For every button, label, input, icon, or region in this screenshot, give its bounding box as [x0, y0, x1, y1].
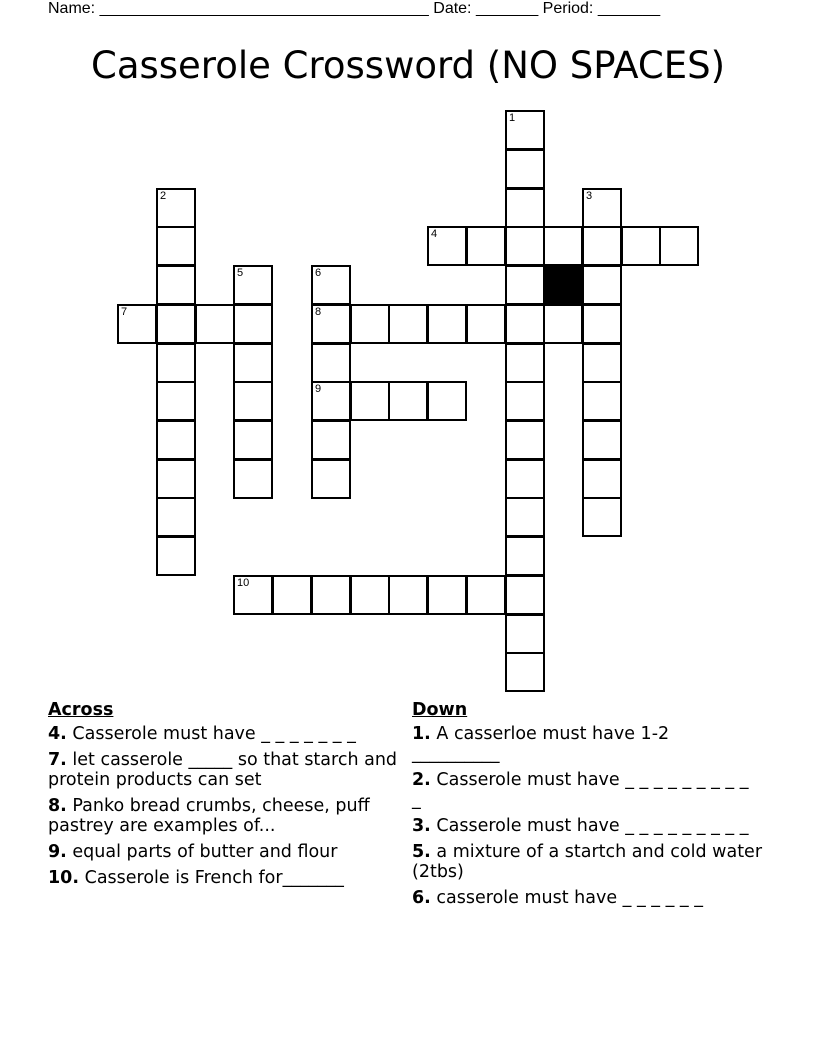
clue-number: 8.	[48, 796, 67, 816]
grid-cell[interactable]	[466, 304, 506, 344]
grid-cell[interactable]	[156, 381, 196, 421]
grid-cell[interactable]	[505, 226, 545, 266]
clue-text: Casserole must have _ _ _ _ _ _ _ _ _ _	[412, 770, 749, 810]
grid-cell[interactable]	[233, 420, 273, 460]
clue-text: Casserole must have _ _ _ _ _ _ _ _ _	[436, 816, 749, 836]
clue-number: 6.	[412, 888, 431, 908]
grid-cell[interactable]	[582, 497, 622, 537]
clue-text: Casserole is French for_______	[84, 868, 344, 888]
grid-cell[interactable]	[311, 343, 351, 383]
clue-down-2	[412, 770, 762, 810]
grid-cell[interactable]	[582, 381, 622, 421]
cell-number: 4	[431, 228, 438, 240]
grid-cell[interactable]	[311, 381, 351, 421]
across-heading: Across	[48, 700, 114, 720]
clue-number: 4.	[48, 724, 67, 744]
clue-text: let casserole _____ so that starch and protein products can set	[48, 750, 398, 790]
grid-cell[interactable]	[543, 226, 583, 266]
grid-cell[interactable]	[272, 575, 312, 615]
cell-number: 2	[160, 190, 167, 202]
grid-cell[interactable]	[505, 188, 545, 228]
grid-cell[interactable]	[505, 459, 545, 499]
cell-number: 3	[586, 190, 593, 202]
grid-cell[interactable]	[505, 304, 545, 344]
grid-cell[interactable]	[505, 110, 545, 150]
clue-across-4	[48, 724, 406, 744]
clue-text: A casserloe must have 1-2 __________	[412, 724, 670, 764]
grid-cell[interactable]	[582, 304, 622, 344]
grid-cell[interactable]	[427, 304, 467, 344]
cell-number: 7	[121, 306, 128, 318]
grid-cell[interactable]	[505, 381, 545, 421]
grid-cell[interactable]	[505, 536, 545, 576]
clue-number: 10.	[48, 868, 80, 888]
grid-cell[interactable]	[505, 652, 545, 692]
cell-number: 1	[509, 112, 516, 124]
clue-across-10	[48, 868, 406, 888]
grid-cell[interactable]	[505, 575, 545, 615]
clue-text: equal parts of butter and flour	[72, 842, 338, 862]
clue-down-5	[412, 842, 762, 882]
grid-cell[interactable]	[388, 575, 428, 615]
grid-cell[interactable]	[233, 343, 273, 383]
cell-number: 5	[237, 267, 244, 279]
across-clues	[48, 700, 406, 894]
cell-number: 8	[315, 306, 322, 318]
grid-cell[interactable]	[233, 265, 273, 305]
down-clues	[412, 700, 762, 914]
clue-down-6	[412, 888, 762, 908]
grid-cell[interactable]	[427, 381, 467, 421]
grid-cell[interactable]	[195, 304, 235, 344]
grid-cell[interactable]	[505, 497, 545, 537]
grid-cell[interactable]	[505, 343, 545, 383]
grid-cell[interactable]	[659, 226, 699, 266]
down-heading: Down	[412, 700, 468, 720]
grid-cell[interactable]	[156, 459, 196, 499]
grid-cell[interactable]	[233, 575, 273, 615]
grid-cell[interactable]	[543, 304, 583, 344]
clue-number: 7.	[48, 750, 67, 770]
grid-cell[interactable]	[582, 265, 622, 305]
grid-cell[interactable]	[582, 420, 622, 460]
grid-cell[interactable]	[350, 381, 390, 421]
grid-cell[interactable]	[233, 459, 273, 499]
clue-number: 1.	[412, 724, 431, 744]
grid-cell[interactable]	[427, 226, 467, 266]
grid-cell[interactable]	[388, 381, 428, 421]
page-title: Casserole Crossword (NO SPACES)	[90, 44, 726, 87]
grid-cell[interactable]	[466, 575, 506, 615]
clue-text: casserole must have _ _ _ _ _ _	[436, 888, 703, 908]
grid-cell[interactable]	[156, 304, 196, 344]
student-info-line: Name: _____________________________________ Date: _______ Period: _______	[48, 0, 661, 17]
grid-cell[interactable]	[582, 459, 622, 499]
grid-cell[interactable]	[582, 343, 622, 383]
grid-cell[interactable]	[350, 304, 390, 344]
clue-text: Panko bread crumbs, cheese, puff pastrey are examples of...	[48, 796, 370, 836]
cell-number: 9	[315, 383, 322, 395]
grid-cell[interactable]	[233, 304, 273, 344]
grid-cell[interactable]	[311, 459, 351, 499]
grid-cell[interactable]	[505, 614, 545, 654]
cell-number: 10	[237, 577, 250, 589]
grid-cell[interactable]	[350, 575, 390, 615]
grid-cell[interactable]	[156, 265, 196, 305]
grid-cell[interactable]	[311, 265, 351, 305]
grid-cell[interactable]	[505, 420, 545, 460]
grid-cell[interactable]	[582, 188, 622, 228]
grid-cell[interactable]	[156, 343, 196, 383]
clue-across-8	[48, 796, 406, 836]
grid-cell[interactable]	[427, 575, 467, 615]
grid-cell[interactable]	[505, 265, 545, 305]
clue-across-7	[48, 750, 406, 790]
grid-cell[interactable]	[621, 226, 661, 266]
clue-down-3	[412, 816, 762, 836]
grid-cell[interactable]	[311, 304, 351, 344]
grid-cell[interactable]	[156, 420, 196, 460]
cell-number: 6	[315, 267, 322, 279]
grid-cell[interactable]	[388, 304, 428, 344]
clue-text: a mixture of a startch and cold water (2tbs)	[412, 842, 763, 882]
clue-text: Casserole must have _ _ _ _ _ _ _	[72, 724, 356, 744]
grid-cell[interactable]	[582, 226, 622, 266]
clue-number: 3.	[412, 816, 431, 836]
clue-number: 2.	[412, 770, 431, 790]
grid-cell[interactable]	[466, 226, 506, 266]
clue-number: 5.	[412, 842, 431, 862]
grid-cell[interactable]	[156, 536, 196, 576]
grid-cell[interactable]	[156, 497, 196, 537]
grid-cell[interactable]	[311, 420, 351, 460]
grid-cell[interactable]	[156, 226, 196, 266]
grid-cell[interactable]	[233, 381, 273, 421]
black-cell	[543, 265, 583, 305]
clue-number: 9.	[48, 842, 67, 862]
grid-cell[interactable]	[505, 149, 545, 189]
grid-cell[interactable]	[311, 575, 351, 615]
clue-down-1	[412, 724, 762, 764]
grid-cell[interactable]	[117, 304, 157, 344]
clue-across-9	[48, 842, 406, 862]
grid-cell[interactable]	[156, 188, 196, 228]
